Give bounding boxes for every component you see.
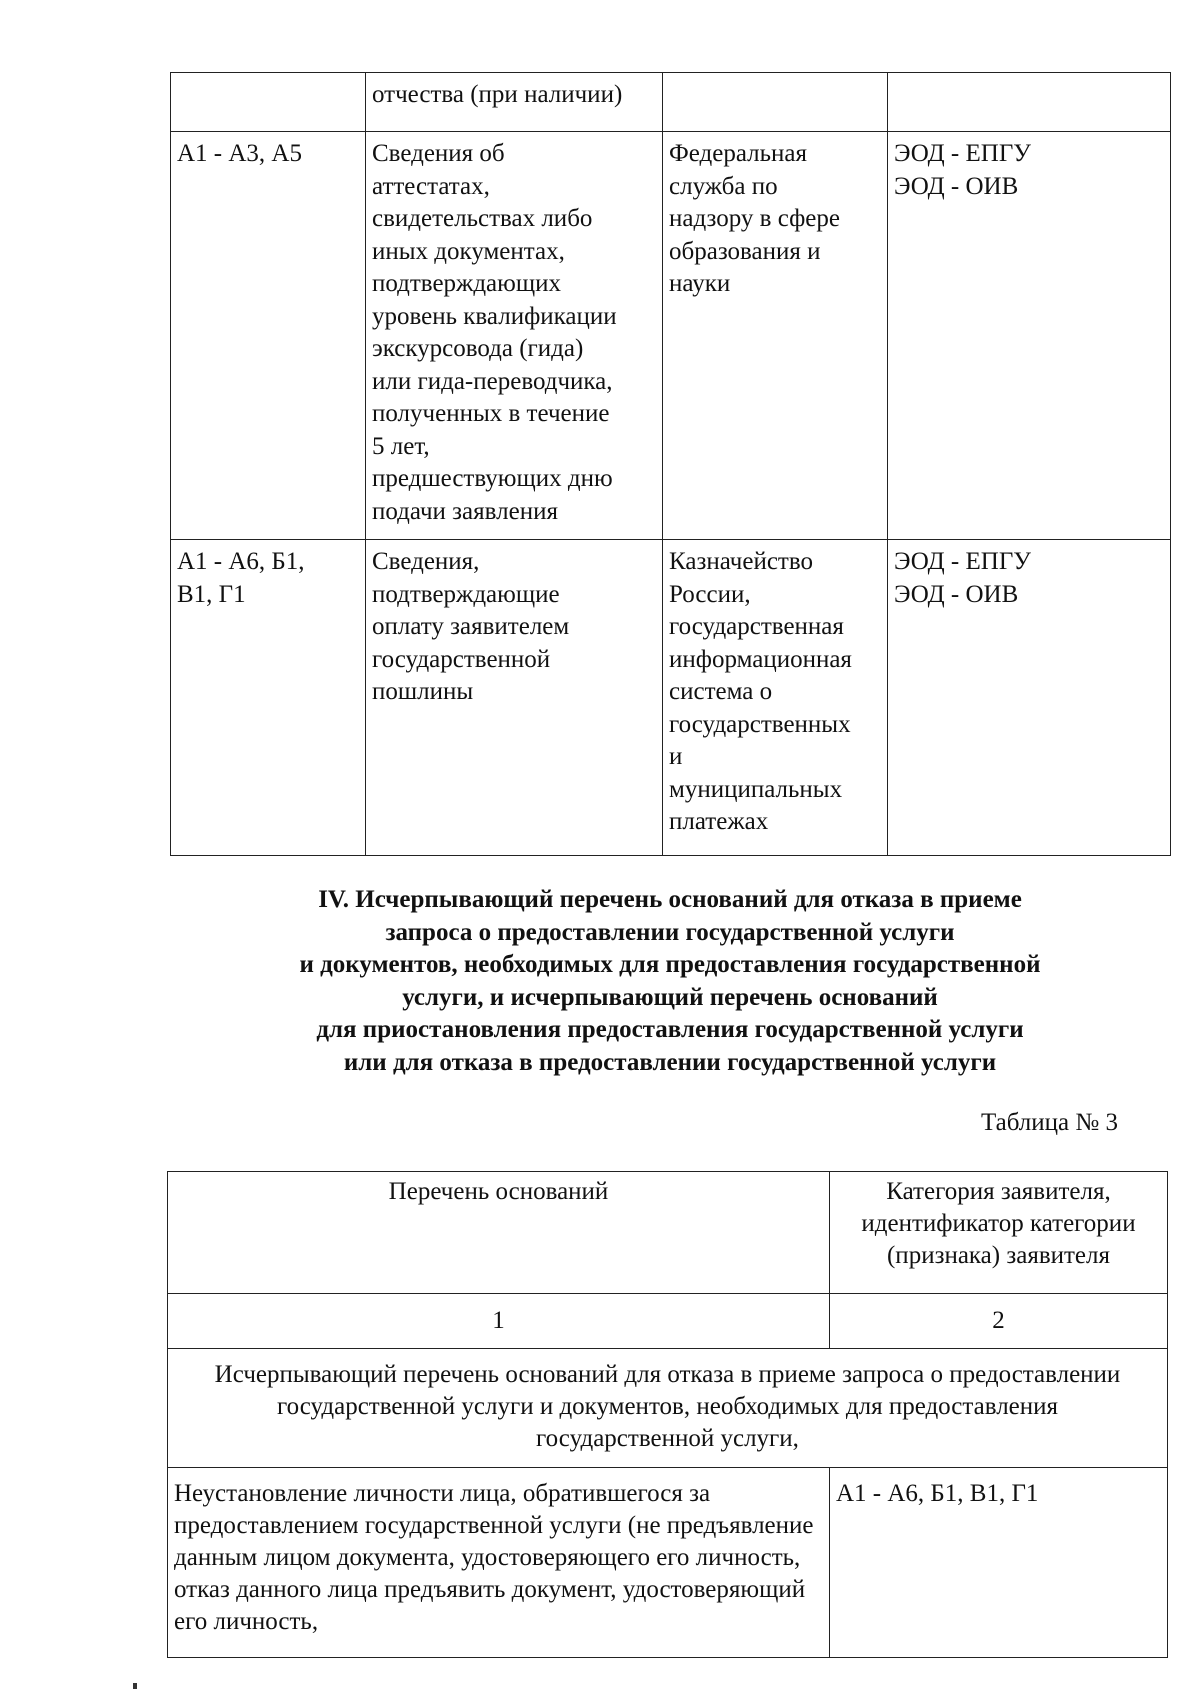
table-row (171, 540, 1171, 856)
table-row (171, 132, 1171, 540)
table-cell: Федеральная служба по надзору в сфере образования и науки (663, 132, 888, 540)
column-header-grounds: Перечень оснований (168, 1172, 830, 1294)
table-cell (888, 73, 1171, 132)
table-cell: А1 - А6, Б1, В1, Г1 (171, 540, 366, 856)
table-cell: Сведения об аттестатах, свидетельствах либо иных документах, подтверждающих уровень квалификации экскурсовода (гида) или гида-переводчика, полученных в течение 5 лет, предшествующих дню подачи заявления (366, 132, 663, 540)
table-cell: А1 - А3, А5 (171, 132, 366, 540)
table-cell (171, 73, 366, 132)
column-header-category: Категория заявителя, идентификатор категории (признака) заявителя (830, 1172, 1168, 1294)
table-row (168, 1349, 1168, 1468)
section-heading: IV. Исчерпывающий перечень оснований для отказа в приеме запроса о предоставлении государственной услуги и документов, необходимых для предоставления государственной услуги, и исчерпывающий перечень оснований для приостановления предоставления государственной услуги или для отказа в предоставлении государственной услуги (299, 886, 1041, 1076)
refusal-reason-cell: Неустановление личности лица, обратившегося за предоставлением государственной услуги (не предъявление данным лицом документа, удостоверяющего его личность, отказ данного лица предъявить документ, удостоверяющий его личность, (168, 1468, 830, 1658)
applicant-category-cell: А1 - А6, Б1, В1, Г1 (830, 1468, 1168, 1658)
column-number-row (168, 1294, 1168, 1349)
table-row (171, 73, 1171, 132)
table-cell: Сведения, подтверждающие оплату заявителем государственной пошлины (366, 540, 663, 856)
column-number: 1 (168, 1294, 830, 1349)
table-number-label: Таблица № 3 (980, 1109, 1118, 1136)
table-header-row (168, 1172, 1168, 1294)
column-number: 2 (830, 1294, 1168, 1349)
table-cell: ЭОД - ЕПГУ ЭОД - ОИВ (888, 132, 1171, 540)
table-cell: Казначейство России, государственная информационная система о государственных и муниципальных платежах (663, 540, 888, 856)
table-cell: ЭОД - ЕПГУ ЭОД - ОИВ (888, 540, 1171, 856)
scan-speck (133, 1683, 137, 1689)
table-cell: отчества (при наличии) (366, 73, 663, 132)
table-row (168, 1468, 1168, 1658)
table-cell (663, 73, 888, 132)
section-row-title: Исчерпывающий перечень оснований для отказа в приеме запроса о предоставлении государственной услуги и документов, необходимых для предоставления государственной услуги, (168, 1349, 1168, 1468)
sources-table-continued (170, 72, 1171, 856)
refusal-grounds-table (167, 1171, 1168, 1658)
